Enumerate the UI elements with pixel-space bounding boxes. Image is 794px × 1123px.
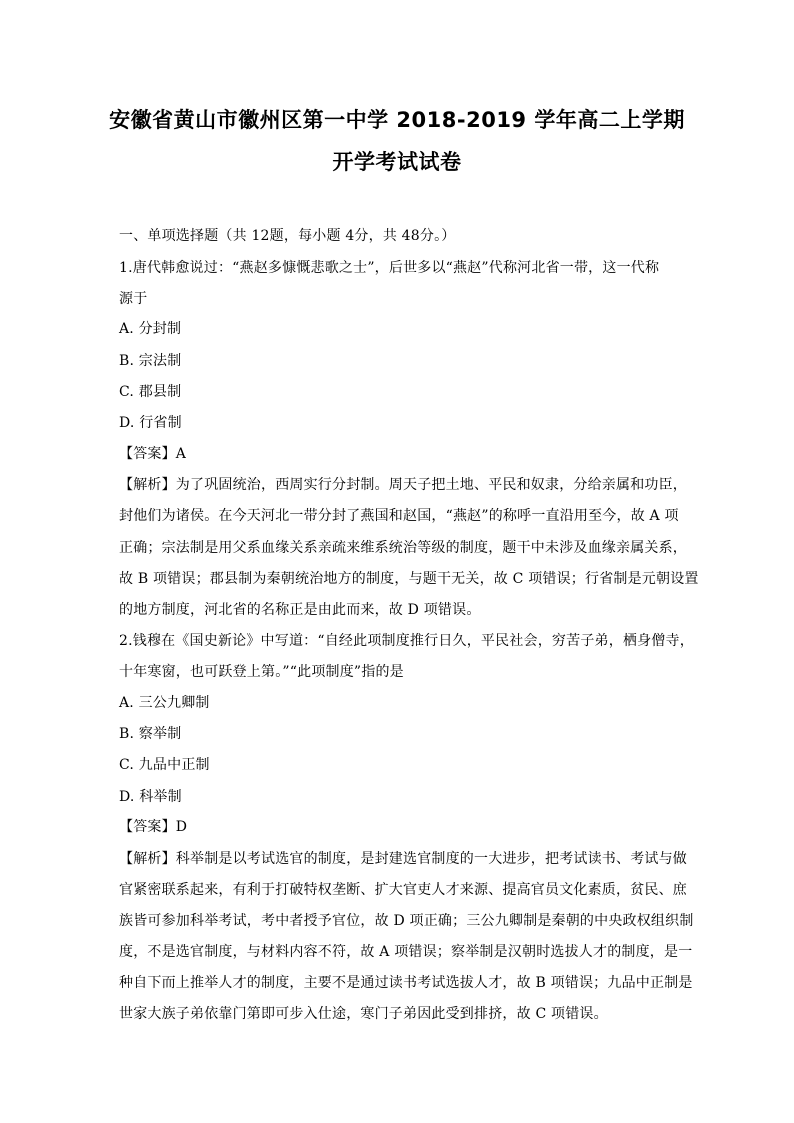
analysis-line: 正确；宗法制是用父系血缘关系亲疏来维系统治等级的制度，题干中未涉及血缘亲属关系，: [119, 540, 687, 556]
question-1-stem: 1.唐代韩愈说过：“燕赵多慷慨悲歌之士”，后世多以“燕赵”代称河北省一带，这一代称: [119, 260, 660, 276]
analysis-line: 封他们为诸侯。在今天河北一带分封了燕国和赵国，“燕赵”的称呼一直沿用至今，故 A 项: [119, 508, 679, 524]
analysis-line: 世家大族子弟依靠门第即可步入仕途，寒门子弟因此受到排挤，故 C 项错误。: [119, 1006, 608, 1022]
option-a: A. 分封制: [119, 321, 182, 337]
analysis-line: 的地方制度，河北省的名称正是由此而来，故 D 项错误。: [119, 602, 481, 618]
option-c: C. 郡县制: [119, 384, 182, 400]
option-d: D. 科举制: [119, 789, 182, 805]
analysis-line: 【解析】为了巩固统治，西周实行分封制。周天子把土地、平民和奴隶，分给亲属和功臣，: [119, 477, 687, 493]
page-subtitle: 开学考试试卷: [332, 150, 462, 174]
question-2-stem: 2.钱穆在《国史新论》中写道：“自经此项制度推行日久，平民社会，穷苦子弟，栖身僧寺，: [119, 633, 694, 649]
option-a: A. 三公九卿制: [119, 695, 210, 711]
answer-line: 【答案】D: [119, 819, 188, 835]
analysis-line: 官紧密联系起来，有利于打破特权垄断、扩大官吏人才来源、提高官员文化素质，贫民、庶: [119, 882, 687, 898]
page-title: 安徽省黄山市徽州区第一中学 2018-2019 学年高二上学期: [109, 108, 685, 132]
analysis-line: 族皆可参加科举考试，考中者授予官位，故 D 项正确；三公九卿制是秦朝的中央政权组织制: [119, 913, 694, 929]
analysis-line: 故 B 项错误；郡县制为秦朝统治地方的制度，与题干无关，故 C 项错误；行省制是元朝设置: [119, 571, 699, 587]
analysis-line: 种自下而上推举人才的制度，主要不是通过读书考试选拔人才，故 B 项错误；九品中正制是: [119, 975, 693, 991]
option-b: B. 察举制: [119, 726, 182, 742]
option-d: D. 行省制: [119, 415, 182, 431]
question-2-stem: 十年寒窗，也可跃登上第。”“此项制度”指的是: [119, 664, 404, 680]
answer-line: 【答案】A: [119, 446, 187, 462]
analysis-line: 【解析】科举制是以考试选官的制度，是封建选官制度的一大进步，把考试读书、考试与做: [119, 851, 687, 867]
option-b: B. 宗法制: [119, 353, 182, 369]
section-heading: 一、单项选择题（共 12题，每小题 4分，共 48分。）: [119, 228, 456, 244]
option-c: C. 九品中正制: [119, 757, 210, 773]
analysis-line: 度，不是选官制度，与材料内容不符，故 A 项错误；察举制是汉朝时选拔人才的制度，是一: [119, 944, 693, 960]
question-1-stem: 源于: [119, 291, 148, 307]
